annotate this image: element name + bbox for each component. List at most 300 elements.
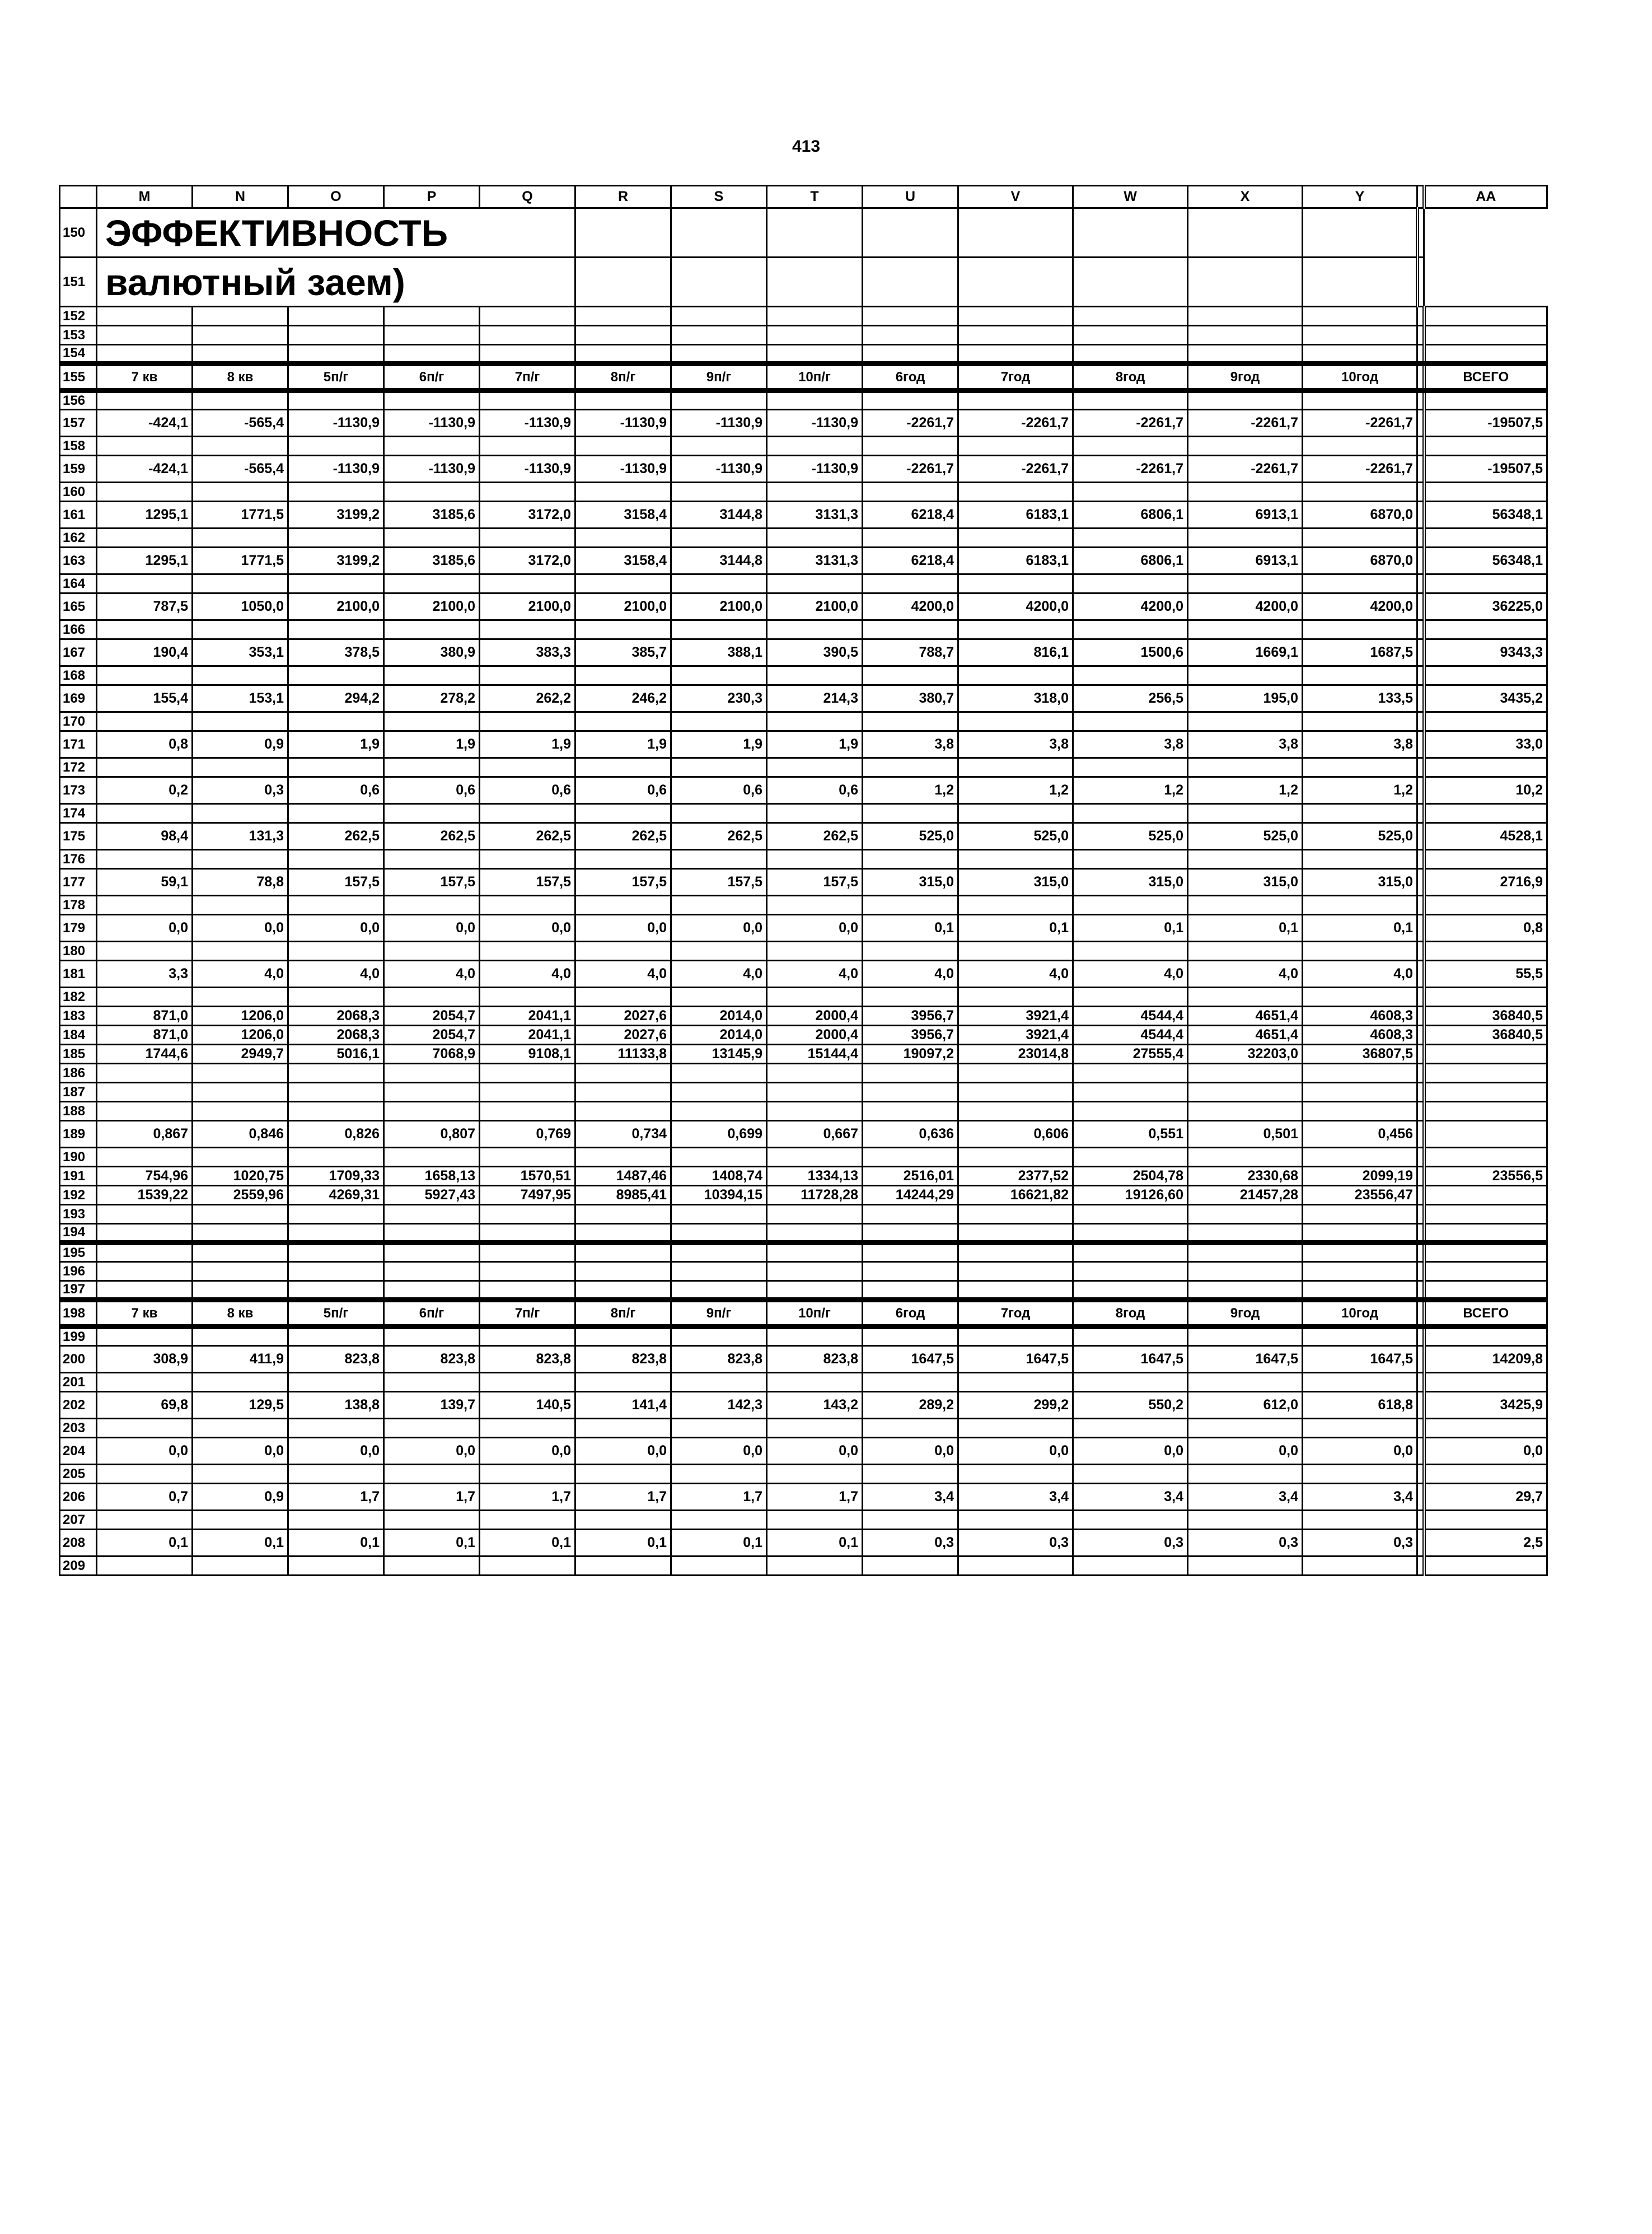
table-cell: -1130,9 (767, 456, 863, 483)
table-cell (193, 942, 288, 961)
row-number: 180 (60, 942, 97, 961)
table-cell (767, 620, 863, 639)
table-row (60, 1083, 1547, 1102)
table-cell (767, 1102, 863, 1121)
table-cell (288, 942, 384, 961)
table-cell: 2041,1 (480, 1026, 575, 1045)
table-cell: -1130,9 (288, 410, 384, 437)
table-cell: 32203,0 (1188, 1045, 1303, 1064)
table-cell (863, 850, 958, 869)
table-cell: 98,4 (97, 823, 193, 850)
row-number: 159 (60, 456, 97, 483)
table-cell: 0,551 (1073, 1121, 1188, 1148)
column-header: X (1188, 186, 1303, 208)
table-cell (767, 326, 863, 345)
table-cell (384, 942, 480, 961)
table-cell: 3158,4 (575, 548, 671, 574)
table-cell: 2330,68 (1188, 1167, 1303, 1186)
table-cell: 7068,9 (384, 1045, 480, 1064)
table-cell: 1,2 (863, 777, 958, 804)
table-cell (480, 1224, 575, 1243)
table-cell (575, 666, 671, 685)
table-cell: -1130,9 (480, 410, 575, 437)
table-cell: -2261,7 (863, 456, 958, 483)
table-cell: 262,5 (575, 823, 671, 850)
table-cell (958, 896, 1073, 915)
table-cell: 816,1 (958, 639, 1073, 666)
table-cell (1424, 666, 1547, 685)
row-number: 195 (60, 1243, 97, 1262)
table-cell (1424, 1186, 1547, 1205)
table-cell: 2027,6 (575, 1026, 671, 1045)
row-number: 192 (60, 1186, 97, 1205)
table-cell (863, 307, 958, 326)
table-cell (1188, 1083, 1303, 1102)
table-cell: 55,5 (1424, 961, 1547, 988)
table-row (60, 326, 1547, 345)
table-cell: 0,1 (288, 1530, 384, 1557)
table-cell (1073, 758, 1188, 777)
table-cell (575, 326, 671, 345)
table-cell: 6913,1 (1188, 502, 1303, 529)
table-cell: -2261,7 (958, 456, 1073, 483)
table-cell (1424, 1205, 1547, 1224)
table-cell: 1334,13 (767, 1167, 863, 1186)
table-cell (671, 620, 767, 639)
table-cell (958, 804, 1073, 823)
table-cell (288, 1262, 384, 1281)
table-cell (1303, 1511, 1417, 1530)
table-cell: 1658,13 (384, 1167, 480, 1186)
table-cell (288, 666, 384, 685)
table-cell (193, 988, 288, 1007)
row-number: 199 (60, 1327, 97, 1346)
table-cell (480, 1243, 575, 1262)
table-cell (1188, 988, 1303, 1007)
table-cell (384, 1327, 480, 1346)
table-cell (1424, 1262, 1547, 1281)
table-cell: 1,7 (767, 1484, 863, 1511)
table-cell: 1,9 (671, 731, 767, 758)
table-cell: 10,2 (1424, 777, 1547, 804)
table-cell: 0,1 (193, 1530, 288, 1557)
table-row (60, 1327, 1547, 1346)
table-cell (97, 1262, 193, 1281)
table-cell: 23556,47 (1303, 1186, 1417, 1205)
table-cell (288, 1327, 384, 1346)
table-row (60, 307, 1547, 326)
table-cell (671, 437, 767, 456)
table-cell (1073, 1281, 1188, 1300)
table-cell: 153,1 (193, 685, 288, 712)
table-cell (288, 1224, 384, 1243)
table-cell: 2041,1 (480, 1007, 575, 1026)
table-row (60, 1064, 1547, 1083)
table-cell (575, 850, 671, 869)
table-cell: 142,3 (671, 1392, 767, 1419)
table-cell (480, 942, 575, 961)
table-cell: 3956,7 (863, 1026, 958, 1045)
row-number: 158 (60, 437, 97, 456)
table-cell (1073, 326, 1188, 345)
table-cell (575, 1327, 671, 1346)
table-cell: 0,0 (575, 1438, 671, 1465)
table-cell: 1295,1 (97, 502, 193, 529)
table-cell: 2054,7 (384, 1026, 480, 1045)
table-cell: 550,2 (1073, 1392, 1188, 1419)
table-cell: 0,3 (958, 1530, 1073, 1557)
column-header: O (288, 186, 384, 208)
table-cell: 262,5 (767, 823, 863, 850)
table-cell (958, 1327, 1073, 1346)
table-cell (480, 988, 575, 1007)
table-cell: 13145,9 (671, 1045, 767, 1064)
table-cell (958, 307, 1073, 326)
table-cell: -1130,9 (575, 410, 671, 437)
table-cell (288, 1064, 384, 1083)
table-cell: 16621,82 (958, 1186, 1073, 1205)
period-header-row (60, 364, 1547, 391)
table-cell (480, 1102, 575, 1121)
row-number: 206 (60, 1484, 97, 1511)
period-header: ВСЕГО (1424, 364, 1547, 391)
table-cell (193, 1419, 288, 1438)
period-header: 7 кв (97, 1300, 193, 1327)
table-cell (671, 1327, 767, 1346)
table-cell: 0,8 (1424, 915, 1547, 942)
table-cell (193, 1083, 288, 1102)
table-cell (863, 1281, 958, 1300)
table-cell (1073, 1262, 1188, 1281)
table-cell (1073, 345, 1188, 364)
table-cell: 0,6 (767, 777, 863, 804)
table-cell: 278,2 (384, 685, 480, 712)
table-cell: 10394,15 (671, 1186, 767, 1205)
table-cell (288, 391, 384, 410)
table-cell (671, 896, 767, 915)
period-header: 5п/г (288, 1300, 384, 1327)
table-cell: 612,0 (1188, 1392, 1303, 1419)
table-cell: 315,0 (1188, 869, 1303, 896)
table-cell (1073, 1083, 1188, 1102)
table-cell (671, 942, 767, 961)
period-header: 8п/г (575, 1300, 671, 1327)
table-cell: 0,1 (1188, 915, 1303, 942)
table-cell: 0,0 (480, 1438, 575, 1465)
table-cell: 3,4 (1188, 1484, 1303, 1511)
table-cell: -19507,5 (1424, 456, 1547, 483)
table-row (60, 1281, 1547, 1300)
table-cell (384, 529, 480, 548)
table-cell: 11133,8 (575, 1045, 671, 1064)
row-number: 162 (60, 529, 97, 548)
table-row (60, 804, 1547, 823)
table-cell (767, 712, 863, 731)
row-number: 178 (60, 896, 97, 915)
table-cell (97, 1373, 193, 1392)
table-cell (384, 1064, 480, 1083)
table-cell: 1,9 (575, 731, 671, 758)
table-cell (384, 437, 480, 456)
row-number: 157 (60, 410, 97, 437)
table-cell (575, 483, 671, 502)
table-cell: 1,2 (1073, 777, 1188, 804)
table-cell (1424, 437, 1547, 456)
table-cell: 56348,1 (1424, 548, 1547, 574)
table-cell (1073, 307, 1188, 326)
table-cell (384, 1511, 480, 1530)
column-header: N (193, 186, 288, 208)
table-cell (575, 1148, 671, 1167)
table-cell: 4,0 (193, 961, 288, 988)
row-number: 169 (60, 685, 97, 712)
table-cell: 1647,5 (958, 1346, 1073, 1373)
table-cell: 0,1 (97, 1530, 193, 1557)
table-cell: 525,0 (1188, 823, 1303, 850)
page-number: 413 (792, 137, 821, 156)
table-cell (1424, 307, 1547, 326)
table-cell (575, 574, 671, 593)
table-cell (863, 988, 958, 1007)
column-header: W (1073, 186, 1188, 208)
table-cell: 3172,0 (480, 502, 575, 529)
table-cell (384, 758, 480, 777)
period-header: 8п/г (575, 364, 671, 391)
table-cell (863, 620, 958, 639)
table-cell (1073, 1064, 1188, 1083)
table-cell (1424, 345, 1547, 364)
table-cell: 3921,4 (958, 1026, 1073, 1045)
table-cell (1424, 1327, 1547, 1346)
table-cell (863, 391, 958, 410)
table-cell (97, 1465, 193, 1484)
table-cell (1073, 1327, 1188, 1346)
table-cell: 2,5 (1424, 1530, 1547, 1557)
period-header: ВСЕГО (1424, 1300, 1547, 1327)
table-cell (1303, 307, 1417, 326)
table-cell (1188, 1148, 1303, 1167)
table-cell: 4608,3 (1303, 1026, 1417, 1045)
table-cell (1303, 1205, 1417, 1224)
table-cell: 3,8 (1188, 731, 1303, 758)
table-row (60, 502, 1547, 529)
table-cell: 0,0 (1303, 1438, 1417, 1465)
table-row (60, 666, 1547, 685)
table-cell (1073, 1224, 1188, 1243)
table-cell: 3,4 (1073, 1484, 1188, 1511)
table-row (60, 437, 1547, 456)
table-cell: 157,5 (384, 869, 480, 896)
table-cell (767, 307, 863, 326)
table-cell: 157,5 (767, 869, 863, 896)
table-cell (288, 1243, 384, 1262)
table-cell: 1,7 (384, 1484, 480, 1511)
table-cell: 2100,0 (575, 593, 671, 620)
table-cell (767, 758, 863, 777)
table-cell (288, 988, 384, 1007)
table-cell: 0,3 (1188, 1530, 1303, 1557)
table-cell (1303, 758, 1417, 777)
table-cell: -2261,7 (1188, 410, 1303, 437)
table-cell (671, 1281, 767, 1300)
row-number: 205 (60, 1465, 97, 1484)
table-cell (767, 529, 863, 548)
table-cell (1073, 1102, 1188, 1121)
row-number: 154 (60, 345, 97, 364)
table-cell (1188, 1373, 1303, 1392)
table-cell: 6183,1 (958, 548, 1073, 574)
table-cell: 69,8 (97, 1392, 193, 1419)
table-cell: 6913,1 (1188, 548, 1303, 574)
table-cell: 315,0 (1303, 869, 1417, 896)
table-cell (288, 758, 384, 777)
table-cell (958, 529, 1073, 548)
table-cell: 0,0 (1188, 1438, 1303, 1465)
table-cell (767, 1205, 863, 1224)
table-cell (1303, 1083, 1417, 1102)
table-cell (384, 1281, 480, 1300)
row-number: 170 (60, 712, 97, 731)
table-cell (1303, 326, 1417, 345)
table-cell (1424, 391, 1547, 410)
table-cell: 0,0 (863, 1438, 958, 1465)
table-cell (671, 1102, 767, 1121)
table-cell (767, 1373, 863, 1392)
corner-cell (60, 186, 97, 208)
table-cell (958, 988, 1073, 1007)
table-cell: 0,0 (1073, 1438, 1188, 1465)
table-cell: 230,3 (671, 685, 767, 712)
table-cell: 0,0 (97, 915, 193, 942)
table-row (60, 483, 1547, 502)
table-cell: 0,3 (1073, 1530, 1188, 1557)
table-cell: 1744,6 (97, 1045, 193, 1064)
row-number: 166 (60, 620, 97, 639)
table-cell (958, 1205, 1073, 1224)
table-cell (97, 1243, 193, 1262)
table-cell: 2014,0 (671, 1007, 767, 1026)
table-cell (671, 1557, 767, 1576)
table-cell: -2261,7 (863, 410, 958, 437)
table-cell (480, 1465, 575, 1484)
table-cell (97, 850, 193, 869)
table-cell: 871,0 (97, 1007, 193, 1026)
table-cell (1424, 1121, 1547, 1148)
table-cell (97, 345, 193, 364)
table-cell: 525,0 (1073, 823, 1188, 850)
table-cell (958, 1064, 1073, 1083)
table-cell: 195,0 (1188, 685, 1303, 712)
table-cell: 15144,4 (767, 1045, 863, 1064)
table-cell (97, 804, 193, 823)
row-number: 156 (60, 391, 97, 410)
table-cell (671, 391, 767, 410)
table-cell: 3435,2 (1424, 685, 1547, 712)
table-cell: 0,1 (480, 1530, 575, 1557)
table-cell: 56348,1 (1424, 502, 1547, 529)
period-header: 6год (863, 1300, 958, 1327)
table-cell (97, 620, 193, 639)
table-cell (671, 1262, 767, 1281)
table-row (60, 1511, 1547, 1530)
table-cell (863, 1511, 958, 1530)
table-cell: 8985,41 (575, 1186, 671, 1205)
table-cell (1424, 1511, 1547, 1530)
table-cell: 1,2 (1188, 777, 1303, 804)
table-row (60, 1026, 1547, 1045)
table-cell (288, 1557, 384, 1576)
table-cell (193, 1243, 288, 1262)
table-cell: -1130,9 (288, 456, 384, 483)
table-cell: 315,0 (1073, 869, 1188, 896)
table-cell: 141,4 (575, 1392, 671, 1419)
table-cell (767, 896, 863, 915)
table-cell: 315,0 (958, 869, 1073, 896)
table-cell (193, 1465, 288, 1484)
table-cell (863, 1064, 958, 1083)
table-cell (863, 896, 958, 915)
table-cell (1424, 988, 1547, 1007)
table-cell (767, 1243, 863, 1262)
table-cell: 1020,75 (193, 1167, 288, 1186)
table-cell (384, 1083, 480, 1102)
table-cell (193, 804, 288, 823)
table-cell (97, 1327, 193, 1346)
table-cell: 1,2 (958, 777, 1073, 804)
table-cell (288, 1148, 384, 1167)
table-cell (1303, 1465, 1417, 1484)
table-row (60, 731, 1547, 758)
table-cell (1303, 988, 1417, 1007)
table-cell (575, 1262, 671, 1281)
table-cell: -1130,9 (384, 410, 480, 437)
table-cell: 129,5 (193, 1392, 288, 1419)
period-header: 7год (958, 364, 1073, 391)
table-cell (1188, 620, 1303, 639)
table-cell (384, 666, 480, 685)
table-cell: 2027,6 (575, 1007, 671, 1026)
table-row (60, 1484, 1547, 1511)
table-cell (1303, 1243, 1417, 1262)
table-cell (671, 529, 767, 548)
table-cell: 0,456 (1303, 1121, 1417, 1148)
table-cell (480, 529, 575, 548)
column-header: U (863, 186, 958, 208)
table-cell (384, 1224, 480, 1243)
table-cell (193, 1102, 288, 1121)
table-cell (1303, 483, 1417, 502)
table-cell (193, 574, 288, 593)
table-cell: 6806,1 (1073, 502, 1188, 529)
table-cell: 378,5 (288, 639, 384, 666)
table-cell (480, 1511, 575, 1530)
table-cell: 1500,6 (1073, 639, 1188, 666)
table-cell (288, 326, 384, 345)
table-cell (480, 1148, 575, 1167)
table-cell: 59,1 (97, 869, 193, 896)
table-cell: -2261,7 (1073, 410, 1188, 437)
table-cell (1424, 1045, 1547, 1064)
table-cell (958, 1262, 1073, 1281)
table-cell: -1130,9 (480, 456, 575, 483)
table-cell: -19507,5 (1424, 410, 1547, 437)
table-cell: 36807,5 (1303, 1045, 1417, 1064)
period-header: 7 кв (97, 364, 193, 391)
table-cell (480, 666, 575, 685)
row-number: 171 (60, 731, 97, 758)
table-cell (1424, 1102, 1547, 1121)
table-cell (1188, 1102, 1303, 1121)
